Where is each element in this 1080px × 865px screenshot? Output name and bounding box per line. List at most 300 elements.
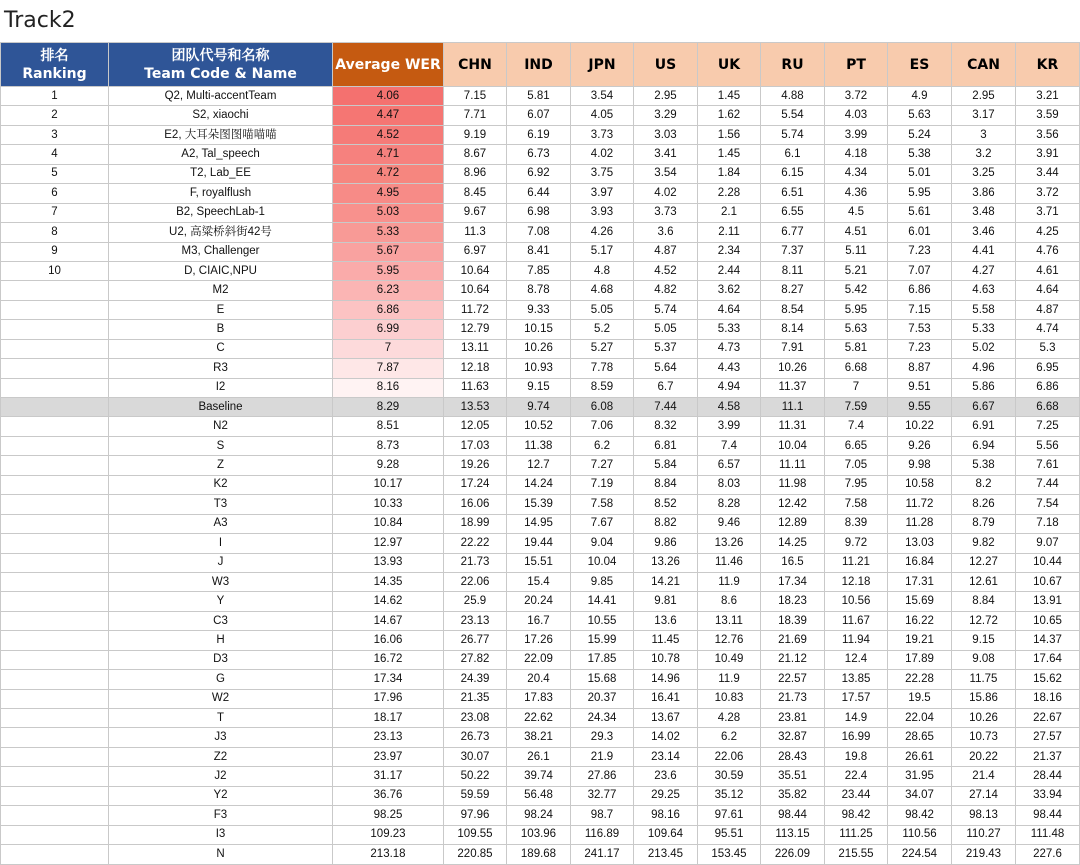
accent-wer-cell: 4.68 xyxy=(571,281,634,300)
accent-wer-cell: 6.01 xyxy=(888,223,952,242)
rank-cell xyxy=(1,320,109,339)
accent-wer-cell: 12.79 xyxy=(444,320,507,339)
team-cell: R3 xyxy=(109,359,333,378)
accent-wer-cell: 38.21 xyxy=(507,728,571,747)
accent-wer-cell: 10.64 xyxy=(444,261,507,280)
accent-wer-cell: 4.63 xyxy=(952,281,1016,300)
accent-wer-cell: 6.08 xyxy=(571,398,634,417)
table-row xyxy=(1,320,1080,339)
average-wer-cell: 36.76 xyxy=(333,786,444,805)
header-accent: UK xyxy=(698,43,761,87)
accent-wer-cell: 11.72 xyxy=(444,300,507,319)
rank-cell xyxy=(1,670,109,689)
average-wer-cell: 14.62 xyxy=(333,592,444,611)
accent-wer-cell: 7.07 xyxy=(888,261,952,280)
accent-wer-cell: 16.5 xyxy=(761,553,825,572)
average-wer-cell: 8.73 xyxy=(333,436,444,455)
accent-wer-cell: 20.4 xyxy=(507,670,571,689)
rank-cell xyxy=(1,592,109,611)
accent-wer-cell: 6.95 xyxy=(1016,359,1080,378)
accent-wer-cell: 8.54 xyxy=(761,300,825,319)
accent-wer-cell: 11.11 xyxy=(761,456,825,475)
average-wer-cell: 5.95 xyxy=(333,261,444,280)
team-cell: W2 xyxy=(109,689,333,708)
average-wer-cell: 14.67 xyxy=(333,611,444,630)
accent-wer-cell: 7.71 xyxy=(444,106,507,125)
header-accent: RU xyxy=(761,43,825,87)
accent-wer-cell: 7.08 xyxy=(507,223,571,242)
accent-wer-cell: 14.41 xyxy=(571,592,634,611)
accent-wer-cell: 21.73 xyxy=(444,553,507,572)
accent-wer-cell: 16.99 xyxy=(825,728,888,747)
accent-wer-cell: 3.17 xyxy=(952,106,1016,125)
accent-wer-cell: 5.02 xyxy=(952,339,1016,358)
accent-wer-cell: 8.59 xyxy=(571,378,634,397)
accent-wer-cell: 12.18 xyxy=(825,572,888,591)
accent-wer-cell: 7.37 xyxy=(761,242,825,261)
accent-wer-cell: 23.44 xyxy=(825,786,888,805)
average-wer-cell: 4.52 xyxy=(333,125,444,144)
accent-wer-cell: 14.24 xyxy=(507,475,571,494)
table-row xyxy=(1,845,1080,864)
table-row xyxy=(1,670,1080,689)
accent-wer-cell: 4.27 xyxy=(952,261,1016,280)
accent-wer-cell: 35.12 xyxy=(698,786,761,805)
accent-wer-cell: 7.15 xyxy=(444,87,507,106)
accent-wer-cell: 8.82 xyxy=(634,514,698,533)
team-cell: J2 xyxy=(109,767,333,786)
accent-wer-cell: 8.41 xyxy=(507,242,571,261)
accent-wer-cell: 7 xyxy=(825,378,888,397)
accent-wer-cell: 10.26 xyxy=(507,339,571,358)
team-cell: A2, Tal_speech xyxy=(109,145,333,164)
header-accent: CHN xyxy=(444,43,507,87)
table-row xyxy=(1,650,1080,669)
accent-wer-cell: 9.33 xyxy=(507,300,571,319)
accent-wer-cell: 4.03 xyxy=(825,106,888,125)
table-row xyxy=(1,786,1080,805)
accent-wer-cell: 6.97 xyxy=(444,242,507,261)
accent-wer-cell: 22.04 xyxy=(888,709,952,728)
accent-wer-cell: 11.63 xyxy=(444,378,507,397)
accent-wer-cell: 9.85 xyxy=(571,572,634,591)
rank-cell: 2 xyxy=(1,106,109,125)
accent-wer-cell: 5.21 xyxy=(825,261,888,280)
table-row xyxy=(1,514,1080,533)
accent-wer-cell: 5.38 xyxy=(952,456,1016,475)
average-wer-cell: 8.29 xyxy=(333,398,444,417)
accent-wer-cell: 13.6 xyxy=(634,611,698,630)
rank-cell: 8 xyxy=(1,223,109,242)
accent-wer-cell: 4.87 xyxy=(1016,300,1080,319)
accent-wer-cell: 5.24 xyxy=(888,125,952,144)
average-wer-cell: 17.34 xyxy=(333,670,444,689)
accent-wer-cell: 98.44 xyxy=(761,806,825,825)
rank-cell xyxy=(1,300,109,319)
accent-wer-cell: 13.67 xyxy=(634,709,698,728)
accent-wer-cell: 7.15 xyxy=(888,300,952,319)
accent-wer-cell: 1.62 xyxy=(698,106,761,125)
header-accent: KR xyxy=(1016,43,1080,87)
average-wer-cell: 6.99 xyxy=(333,320,444,339)
average-wer-cell: 98.25 xyxy=(333,806,444,825)
rank-cell xyxy=(1,825,109,844)
accent-wer-cell: 26.1 xyxy=(507,747,571,766)
accent-wer-cell: 18.16 xyxy=(1016,689,1080,708)
accent-wer-cell: 8.28 xyxy=(698,495,761,514)
team-cell: F, royalflush xyxy=(109,184,333,203)
team-cell: E2, 大耳朵图图喵喵喵 xyxy=(109,125,333,144)
accent-wer-cell: 17.57 xyxy=(825,689,888,708)
rank-cell xyxy=(1,514,109,533)
accent-wer-cell: 111.48 xyxy=(1016,825,1080,844)
rank-cell xyxy=(1,786,109,805)
accent-wer-cell: 11.21 xyxy=(825,553,888,572)
team-cell: Z xyxy=(109,456,333,475)
accent-wer-cell: 3.99 xyxy=(698,417,761,436)
accent-wer-cell: 9.15 xyxy=(952,631,1016,650)
team-cell: C3 xyxy=(109,611,333,630)
accent-wer-cell: 26.77 xyxy=(444,631,507,650)
table-row xyxy=(1,339,1080,358)
accent-wer-cell: 3.03 xyxy=(634,125,698,144)
accent-wer-cell: 6.98 xyxy=(507,203,571,222)
accent-wer-cell: 113.15 xyxy=(761,825,825,844)
accent-wer-cell: 32.87 xyxy=(761,728,825,747)
accent-wer-cell: 98.13 xyxy=(952,806,1016,825)
accent-wer-cell: 8.84 xyxy=(952,592,1016,611)
accent-wer-cell: 5.27 xyxy=(571,339,634,358)
accent-wer-cell: 5.63 xyxy=(888,106,952,125)
accent-wer-cell: 8.45 xyxy=(444,184,507,203)
team-cell: T2, Lab_EE xyxy=(109,164,333,183)
accent-wer-cell: 10.83 xyxy=(698,689,761,708)
accent-wer-cell: 4.8 xyxy=(571,261,634,280)
accent-wer-cell: 2.44 xyxy=(698,261,761,280)
accent-wer-cell: 3.59 xyxy=(1016,106,1080,125)
accent-wer-cell: 7.06 xyxy=(571,417,634,436)
accent-wer-cell: 5.86 xyxy=(952,378,1016,397)
accent-wer-cell: 6.77 xyxy=(761,223,825,242)
accent-wer-cell: 5.05 xyxy=(571,300,634,319)
accent-wer-cell: 8.14 xyxy=(761,320,825,339)
accent-wer-cell: 4.41 xyxy=(952,242,1016,261)
table-row xyxy=(1,825,1080,844)
accent-wer-cell: 9.08 xyxy=(952,650,1016,669)
accent-wer-cell: 111.25 xyxy=(825,825,888,844)
accent-wer-cell: 22.67 xyxy=(1016,709,1080,728)
accent-wer-cell: 22.28 xyxy=(888,670,952,689)
rank-cell: 3 xyxy=(1,125,109,144)
average-wer-cell: 4.72 xyxy=(333,164,444,183)
accent-wer-cell: 11.46 xyxy=(698,553,761,572)
accent-wer-cell: 29.25 xyxy=(634,786,698,805)
table-row xyxy=(1,572,1080,591)
accent-wer-cell: 10.67 xyxy=(1016,572,1080,591)
accent-wer-cell: 5.37 xyxy=(634,339,698,358)
accent-wer-cell: 4.25 xyxy=(1016,223,1080,242)
table-row xyxy=(1,436,1080,455)
accent-wer-cell: 5.74 xyxy=(634,300,698,319)
accent-wer-cell: 4.52 xyxy=(634,261,698,280)
team-cell: S xyxy=(109,436,333,455)
accent-wer-cell: 97.61 xyxy=(698,806,761,825)
accent-wer-cell: 7.18 xyxy=(1016,514,1080,533)
accent-wer-cell: 2.95 xyxy=(952,87,1016,106)
accent-wer-cell: 3.54 xyxy=(571,87,634,106)
table-row xyxy=(1,223,1080,242)
rank-cell xyxy=(1,728,109,747)
table-row xyxy=(1,611,1080,630)
accent-wer-cell: 10.93 xyxy=(507,359,571,378)
accent-wer-cell: 14.25 xyxy=(761,534,825,553)
accent-wer-cell: 6.2 xyxy=(571,436,634,455)
accent-wer-cell: 153.45 xyxy=(698,845,761,864)
accent-wer-cell: 11.28 xyxy=(888,514,952,533)
accent-wer-cell: 4.88 xyxy=(761,87,825,106)
rank-cell xyxy=(1,611,109,630)
average-wer-cell: 109.23 xyxy=(333,825,444,844)
accent-wer-cell: 12.89 xyxy=(761,514,825,533)
rank-cell xyxy=(1,650,109,669)
average-wer-cell: 23.13 xyxy=(333,728,444,747)
rank-cell xyxy=(1,495,109,514)
accent-wer-cell: 7.58 xyxy=(825,495,888,514)
team-cell: E xyxy=(109,300,333,319)
accent-wer-cell: 11.37 xyxy=(761,378,825,397)
rank-cell xyxy=(1,631,109,650)
accent-wer-cell: 103.96 xyxy=(507,825,571,844)
accent-wer-cell: 97.96 xyxy=(444,806,507,825)
rank-cell xyxy=(1,417,109,436)
team-cell: K2 xyxy=(109,475,333,494)
accent-wer-cell: 4.5 xyxy=(825,203,888,222)
rank-cell: 6 xyxy=(1,184,109,203)
accent-wer-cell: 7.4 xyxy=(698,436,761,455)
average-wer-cell: 17.96 xyxy=(333,689,444,708)
accent-wer-cell: 34.07 xyxy=(888,786,952,805)
accent-wer-cell: 11.94 xyxy=(825,631,888,650)
table-row xyxy=(1,456,1080,475)
rank-cell xyxy=(1,572,109,591)
accent-wer-cell: 12.42 xyxy=(761,495,825,514)
accent-wer-cell: 18.99 xyxy=(444,514,507,533)
accent-wer-cell: 32.77 xyxy=(571,786,634,805)
accent-wer-cell: 15.51 xyxy=(507,553,571,572)
accent-wer-cell: 10.58 xyxy=(888,475,952,494)
team-cell: T xyxy=(109,709,333,728)
table-row xyxy=(1,359,1080,378)
rank-cell xyxy=(1,747,109,766)
accent-wer-cell: 59.59 xyxy=(444,786,507,805)
accent-wer-cell: 9.82 xyxy=(952,534,1016,553)
accent-wer-cell: 10.26 xyxy=(952,709,1016,728)
accent-wer-cell: 7.54 xyxy=(1016,495,1080,514)
accent-wer-cell: 39.74 xyxy=(507,767,571,786)
accent-wer-cell: 21.9 xyxy=(571,747,634,766)
accent-wer-cell: 13.11 xyxy=(698,611,761,630)
accent-wer-cell: 8.6 xyxy=(698,592,761,611)
accent-wer-cell: 5.42 xyxy=(825,281,888,300)
accent-wer-cell: 27.57 xyxy=(1016,728,1080,747)
results-table xyxy=(0,42,1080,865)
average-wer-cell: 14.35 xyxy=(333,572,444,591)
accent-wer-cell: 12.7 xyxy=(507,456,571,475)
accent-wer-cell: 17.31 xyxy=(888,572,952,591)
accent-wer-cell: 9.07 xyxy=(1016,534,1080,553)
accent-wer-cell: 7.44 xyxy=(1016,475,1080,494)
accent-wer-cell: 7.23 xyxy=(888,242,952,261)
accent-wer-cell: 3.99 xyxy=(825,125,888,144)
accent-wer-cell: 20.22 xyxy=(952,747,1016,766)
team-cell: U2, 高粱桥斜街42号 xyxy=(109,223,333,242)
accent-wer-cell: 17.89 xyxy=(888,650,952,669)
accent-wer-cell: 17.85 xyxy=(571,650,634,669)
team-cell: N2 xyxy=(109,417,333,436)
accent-wer-cell: 22.09 xyxy=(507,650,571,669)
accent-wer-cell: 9.72 xyxy=(825,534,888,553)
accent-wer-cell: 22.06 xyxy=(698,747,761,766)
team-cell: I xyxy=(109,534,333,553)
average-wer-cell: 10.17 xyxy=(333,475,444,494)
accent-wer-cell: 10.56 xyxy=(825,592,888,611)
accent-wer-cell: 8.39 xyxy=(825,514,888,533)
accent-wer-cell: 98.24 xyxy=(507,806,571,825)
accent-wer-cell: 7.85 xyxy=(507,261,571,280)
accent-wer-cell: 9.26 xyxy=(888,436,952,455)
accent-wer-cell: 109.55 xyxy=(444,825,507,844)
accent-wer-cell: 9.15 xyxy=(507,378,571,397)
accent-wer-cell: 11.98 xyxy=(761,475,825,494)
table-row xyxy=(1,281,1080,300)
accent-wer-cell: 2.95 xyxy=(634,87,698,106)
table-row xyxy=(1,242,1080,261)
accent-wer-cell: 6.91 xyxy=(952,417,1016,436)
accent-wer-cell: 10.78 xyxy=(634,650,698,669)
rank-cell xyxy=(1,475,109,494)
accent-wer-cell: 18.23 xyxy=(761,592,825,611)
accent-wer-cell: 4.73 xyxy=(698,339,761,358)
average-wer-cell: 8.51 xyxy=(333,417,444,436)
accent-wer-cell: 19.44 xyxy=(507,534,571,553)
accent-wer-cell: 7.78 xyxy=(571,359,634,378)
header-accent: US xyxy=(634,43,698,87)
table-row xyxy=(1,203,1080,222)
accent-wer-cell: 3.48 xyxy=(952,203,1016,222)
accent-wer-cell: 11.31 xyxy=(761,417,825,436)
accent-wer-cell: 7.27 xyxy=(571,456,634,475)
team-cell: D3 xyxy=(109,650,333,669)
accent-wer-cell: 3.97 xyxy=(571,184,634,203)
accent-wer-cell: 9.67 xyxy=(444,203,507,222)
accent-wer-cell: 12.72 xyxy=(952,611,1016,630)
accent-wer-cell: 6.57 xyxy=(698,456,761,475)
team-cell: N xyxy=(109,845,333,864)
average-wer-cell: 4.47 xyxy=(333,106,444,125)
accent-wer-cell: 6.19 xyxy=(507,125,571,144)
table-row xyxy=(1,767,1080,786)
accent-wer-cell: 3.29 xyxy=(634,106,698,125)
accent-wer-cell: 8.78 xyxy=(507,281,571,300)
accent-wer-cell: 31.95 xyxy=(888,767,952,786)
accent-wer-cell: 7.44 xyxy=(634,398,698,417)
table-row xyxy=(1,747,1080,766)
accent-wer-cell: 7.25 xyxy=(1016,417,1080,436)
header-average-wer: Average WER xyxy=(333,43,444,87)
table-row xyxy=(1,164,1080,183)
accent-wer-cell: 3.6 xyxy=(634,223,698,242)
table-row xyxy=(1,689,1080,708)
accent-wer-cell: 9.86 xyxy=(634,534,698,553)
accent-wer-cell: 10.64 xyxy=(444,281,507,300)
accent-wer-cell: 15.69 xyxy=(888,592,952,611)
table-row xyxy=(1,592,1080,611)
average-wer-cell: 5.67 xyxy=(333,242,444,261)
accent-wer-cell: 6.44 xyxy=(507,184,571,203)
accent-wer-cell: 16.06 xyxy=(444,495,507,514)
accent-wer-cell: 4.36 xyxy=(825,184,888,203)
accent-wer-cell: 17.34 xyxy=(761,572,825,591)
accent-wer-cell: 11.38 xyxy=(507,436,571,455)
accent-wer-cell: 8.96 xyxy=(444,164,507,183)
accent-wer-cell: 5.81 xyxy=(825,339,888,358)
accent-wer-cell: 22.62 xyxy=(507,709,571,728)
accent-wer-cell: 9.74 xyxy=(507,398,571,417)
accent-wer-cell: 17.24 xyxy=(444,475,507,494)
accent-wer-cell: 12.4 xyxy=(825,650,888,669)
accent-wer-cell: 23.14 xyxy=(634,747,698,766)
average-wer-cell: 9.28 xyxy=(333,456,444,475)
accent-wer-cell: 4.28 xyxy=(698,709,761,728)
table-row xyxy=(1,709,1080,728)
average-wer-cell: 5.03 xyxy=(333,203,444,222)
average-wer-cell: 10.33 xyxy=(333,495,444,514)
rank-cell: 5 xyxy=(1,164,109,183)
rank-cell xyxy=(1,378,109,397)
accent-wer-cell: 5.63 xyxy=(825,320,888,339)
accent-wer-cell: 8.32 xyxy=(634,417,698,436)
accent-wer-cell: 10.22 xyxy=(888,417,952,436)
accent-wer-cell: 6.65 xyxy=(825,436,888,455)
accent-wer-cell: 35.51 xyxy=(761,767,825,786)
accent-wer-cell: 3.86 xyxy=(952,184,1016,203)
accent-wer-cell: 17.26 xyxy=(507,631,571,650)
accent-wer-cell: 5.81 xyxy=(507,87,571,106)
accent-wer-cell: 56.48 xyxy=(507,786,571,805)
baseline-row xyxy=(1,398,1080,417)
team-cell: Y xyxy=(109,592,333,611)
accent-wer-cell: 16.7 xyxy=(507,611,571,630)
accent-wer-cell: 7.67 xyxy=(571,514,634,533)
accent-wer-cell: 4.94 xyxy=(698,378,761,397)
accent-wer-cell: 14.9 xyxy=(825,709,888,728)
team-cell: M2 xyxy=(109,281,333,300)
average-wer-cell: 7.87 xyxy=(333,359,444,378)
accent-wer-cell: 35.82 xyxy=(761,786,825,805)
page-title: Track2 xyxy=(4,8,76,33)
accent-wer-cell: 10.52 xyxy=(507,417,571,436)
accent-wer-cell: 14.96 xyxy=(634,670,698,689)
accent-wer-cell: 2.28 xyxy=(698,184,761,203)
accent-wer-cell: 4.05 xyxy=(571,106,634,125)
accent-wer-cell: 23.6 xyxy=(634,767,698,786)
table-row xyxy=(1,125,1080,144)
accent-wer-cell: 8.67 xyxy=(444,145,507,164)
table-row xyxy=(1,806,1080,825)
average-wer-cell: 10.84 xyxy=(333,514,444,533)
table-row xyxy=(1,417,1080,436)
accent-wer-cell: 21.4 xyxy=(952,767,1016,786)
